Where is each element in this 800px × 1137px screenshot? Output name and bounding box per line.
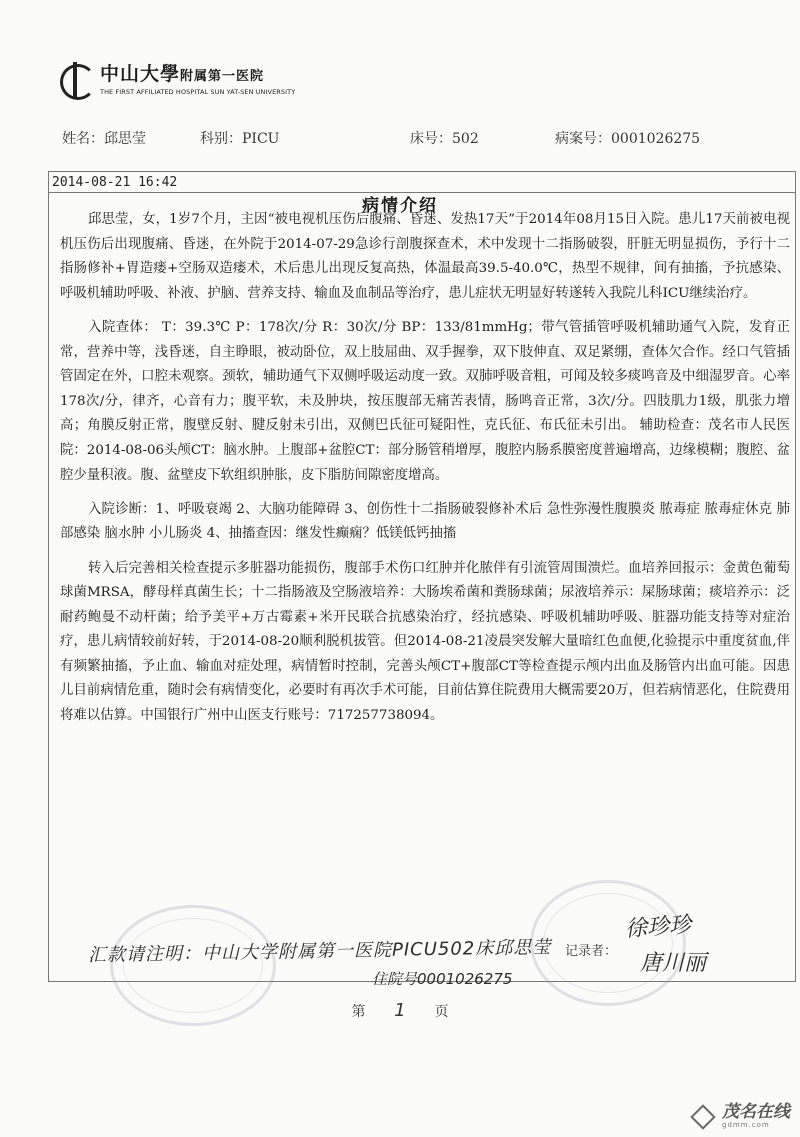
- hospital-logo: [58, 62, 295, 98]
- patient-name: 姓名：邱思莹: [62, 131, 146, 147]
- record-title: 病情介绍: [362, 196, 438, 216]
- paragraph-diagnosis: 入院诊断：1、呼吸衰竭 2、大脑功能障碍 3、创伤性十二指肠破裂修补术后 急性弥漫性腹膜炎 脓毒症 脓毒症休克 肺部感染 脑水肿 小儿肠炎 4、抽搐查因：继发性癫痫？低镁低钙抽搐: [60, 501, 790, 542]
- patient-department: 科别：PICU: [200, 131, 280, 147]
- page-footer: [0, 1000, 800, 1021]
- logo-hospital-name: 附属第一医院: [180, 69, 265, 84]
- paragraph-examination: 入院查体： T：39.3℃ P：178次/分 R：30次/分 BP：133/81mmHg；带气管插管呼吸机辅助通气入院，发育正常，营养中等，浅昏迷，自主睁眼，被动卧位，双上肢屈曲、双手握拳，双下肢伸直、双足紧绷，查体欠合作。经口气管插管固定在外，口腔未观察。颈软，辅助通气下双侧呼吸运动度一致。双肺呼吸音粗，可闻及较多痰鸣音及中细湿罗音。心率178次/分，律齐，心音有力；腹平软，未及肿块，按压腹部无痛苦表情，肠鸣音正常，3次/分。四肢肌力1级，肌张力增高；角膜反射正常，腹壁反射、腱反射未引出，双侧巴氏征可疑阳性，克氏征、布氏征未引出。 辅助检查：茂名市人民医院：2014-08-06头颅CT：脑水肿。上腹部+盆腔CT：部分肠管稍增厚，腹腔内肠系膜密度普遍增高，边缘模糊；腹腔、盆腔少量积液。腹、盆壁皮下软组织肿胀，皮下脂肪间隙密度增高。: [60, 319, 790, 483]
- handwritten-remittance-note: 汇款请注明：中山大学附属第一医院PICU502床邱思莹: [87, 936, 552, 967]
- record-datetime: 2014-08-21 16:42: [52, 175, 178, 190]
- watermark-subtext: gdmm.com: [722, 1121, 770, 1129]
- paragraph-treatment: 转入后完善相关检查提示多脏器功能损伤，腹部手术伤口红肿并化脓伴有引流管周围溃烂。血培养回报示：金黄色葡萄球菌MRSA，酵母样真菌生长；十二指肠液及空肠液培养：大肠埃希菌和粪肠球菌；尿液培养示：屎肠球菌；痰培养示：泛耐药鲍曼不动杆菌；给予美平+万古霉素+米开民联合抗感染治疗，经抗感染、呼吸机辅助呼吸、脏器功能支持等对症治疗，患儿病情较前好转，于2014-08-20顺利脱机拔管。但2014-08-21凌晨突发解大量暗红色血便,化验提示中重度贫血,伴有频繁抽搐，予止血、输血对症处理，病情暂时控制，完善头颅CT+腹部CT等检查提示颅内出血及肠管内出血可能。因患儿目前病情危重，随时会有病情变化，必要时有再次手术可能，目前估算住院费用大概需要20万，但若病情恶化，住院费用将难以估算。中国银行广州中山医支行账号：717257738094。: [60, 560, 790, 724]
- page-prefix: 第: [351, 1004, 366, 1020]
- recorder-signature-2: 唐川丽: [640, 951, 707, 976]
- record-body: [60, 208, 790, 738]
- page-number: 1: [394, 1000, 406, 1021]
- logo-university-name: 中山大學: [100, 63, 181, 85]
- site-watermark: [694, 1103, 790, 1129]
- recorder-signature-1: 徐珍珍: [624, 912, 692, 943]
- hospital-emblem-icon: [58, 62, 94, 98]
- watermark-logo-icon: [694, 1104, 718, 1128]
- watermark-text: 茂名在线: [722, 1102, 790, 1122]
- patient-bed: 床号：502: [410, 131, 479, 147]
- logo-english-name: THE FIRST AFFILIATED HOSPITAL SUN YAT-SEN UNIVERSITY: [100, 88, 296, 96]
- paragraph-history: 邱思莹，女，1岁7个月，主因“被电视机压伤后腹痛、昏迷、发热17天”于2014年08月15日入院。患儿17天前被电视机压伤后出现腹痛、昏迷，在外院于2014-07-29急诊行剖腹探查术，术中发现十二指肠破裂，肝脏无明显损伤，予行十二指肠修补+胃造瘘+空肠双造瘘术，术后患儿出现反复高热，体温最高39.5-40.0℃，热型不规律，间有抽搐，予抗感染、呼吸机辅助呼吸、补液、护脑、营养支持、输血及血制品等治疗，患儿症状无明显好转遂转入我院儿科ICU继续治疗。: [60, 212, 790, 301]
- handwritten-hospital-number: 住院号0001026275: [372, 970, 513, 988]
- page-suffix: 页: [434, 1004, 449, 1020]
- recorder-label: 记录者：: [565, 944, 618, 959]
- patient-record-number: 病案号：0001026275: [555, 131, 701, 147]
